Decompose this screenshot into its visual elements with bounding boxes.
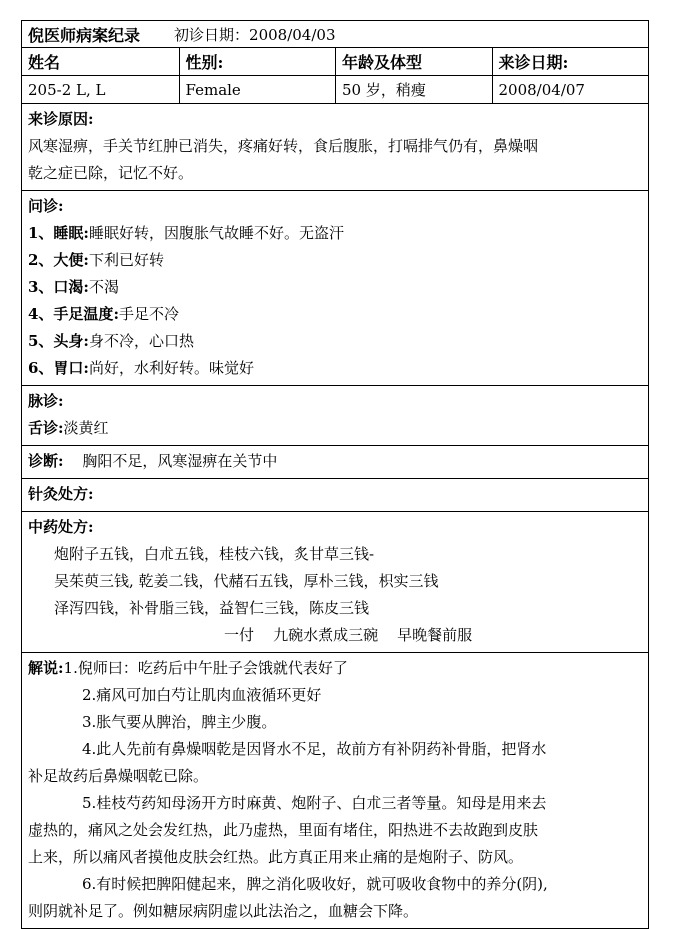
reason-line: 风寒湿痹，手关节红肿已消失，疼痛好转，食后腹胀，打嗝排气仍有，鼻燥咽 xyxy=(28,137,539,155)
inquiry-item xyxy=(28,301,642,328)
explanation-label: 解说: xyxy=(28,659,64,677)
explanation-p4a: 4.此人先前有鼻燥咽乾是因肾水不足，故前方有补阴药补骨脂，把肾水 xyxy=(82,740,547,758)
reason-section xyxy=(22,104,648,191)
explanation-p5b: 虚热的，痛风之处会发红热，此乃虚热，里面有堵住，阳热进不去故跑到皮肤 xyxy=(28,821,539,839)
age-value: 50 岁，稍瘦 xyxy=(336,76,493,103)
inquiry-value: 不渴 xyxy=(88,278,119,296)
case-record-sheet xyxy=(21,20,649,929)
explanation-p5a: 5.桂枝芍药知母汤开方时麻黄、炮附子、白朮三者等量。知母是用来去 xyxy=(82,794,547,812)
title-row xyxy=(22,21,648,48)
explanation-p2: 2.痛风可加白芍让肌肉血液循环更好 xyxy=(82,686,322,704)
visit-date-header: 来诊日期: xyxy=(498,53,569,72)
inquiry-item xyxy=(28,355,642,382)
diagnosis-section xyxy=(22,446,648,479)
inquiry-key: 1、睡眠: xyxy=(28,224,89,242)
pulse-label: 脉诊: xyxy=(28,392,64,410)
inquiry-item xyxy=(28,328,642,355)
explanation-p3: 3.胀气要从脾治，脾主少腹。 xyxy=(82,713,277,731)
header-row xyxy=(22,48,648,76)
inquiry-key: 3、口渴: xyxy=(28,278,89,296)
explanation-p6a: 6.有时候把脾阳健起来，脾之消化吸收好，就可吸收食物中的养分(阴), xyxy=(82,875,548,893)
herbal-label: 中药处方: xyxy=(28,518,94,536)
diagnosis-label: 诊断: xyxy=(28,452,64,470)
explanation-p1: 1.倪师曰：吃药后中午肚子会饿就代表好了 xyxy=(63,659,348,677)
herbal-section xyxy=(22,512,648,653)
gender-header: 性别: xyxy=(180,48,337,75)
tongue-line xyxy=(28,415,642,442)
name-value: 205-2 L, L xyxy=(22,76,180,103)
reason-line: 乾之症已除，记忆不好。 xyxy=(28,164,194,182)
inquiry-value: 睡眠好转，因腹胀气故睡不好。无盗汗 xyxy=(88,224,344,242)
herbal-dosage: 一付 九碗水煮成三碗 早晚餐前服 xyxy=(224,626,473,644)
inquiry-item xyxy=(28,247,642,274)
inquiry-key: 6、胃口: xyxy=(28,359,89,377)
inquiry-key: 5、头身: xyxy=(28,332,89,350)
explanation-section xyxy=(22,653,648,928)
inquiry-value: 下利已好转 xyxy=(88,251,164,269)
explanation-p6b: 则阴就补足了。例如糖尿病阴虚以此法治之，血糖会下降。 xyxy=(28,902,419,920)
tongue-label: 舌诊: xyxy=(28,419,64,437)
record-title: 倪医师病案纪录 xyxy=(28,25,141,45)
herbal-line: 炮附子五钱，白朮五钱，桂枝六钱，炙甘草三钱- xyxy=(54,545,375,563)
gender-value: Female xyxy=(180,76,337,103)
inquiry-key: 2、大便: xyxy=(28,251,89,269)
first-visit-label: 初诊日期： xyxy=(174,25,250,44)
herbal-line: 泽泻四钱，补骨脂三钱，益智仁三钱，陈皮三钱 xyxy=(54,599,370,617)
inquiry-item xyxy=(28,220,642,247)
visit-date-value: 2008/04/07 xyxy=(498,80,585,99)
first-visit-date: 2008/04/03 xyxy=(249,25,336,44)
name-header: 姓名 xyxy=(22,48,180,75)
value-row xyxy=(22,76,648,104)
inquiry-value: 身不冷，心口热 xyxy=(88,332,194,350)
acupuncture-section xyxy=(22,479,648,512)
age-header: 年龄及体型 xyxy=(336,48,493,75)
inquiry-key: 4、手足温度: xyxy=(28,305,119,323)
herbal-line: 吴茱萸三钱, 乾姜二钱，代赭石五钱，厚朴三钱，枳实三钱 xyxy=(54,572,439,590)
tongue-value: 淡黄红 xyxy=(63,419,109,437)
diagnosis-value: 胸阳不足，风寒湿痹在关节中 xyxy=(82,452,278,470)
inquiry-section xyxy=(22,191,648,386)
inquiry-label: 问诊: xyxy=(28,197,64,215)
inquiry-item xyxy=(28,274,642,301)
explanation-p1-line xyxy=(28,655,642,682)
pulse-tongue-section xyxy=(22,386,648,446)
inquiry-value: 手足不冷 xyxy=(118,305,179,323)
explanation-p4b: 补足故药后鼻燥咽乾已除。 xyxy=(28,767,209,785)
explanation-p5c: 上来，所以痛风者摸他皮肤会红热。此方真正用来止痛的是炮附子、防风。 xyxy=(28,848,524,866)
inquiry-value: 尚好，水利好转。味觉好 xyxy=(88,359,254,377)
acupuncture-label: 针灸处方: xyxy=(28,485,94,503)
first-visit xyxy=(174,24,335,45)
reason-label: 来诊原因: xyxy=(28,110,94,128)
